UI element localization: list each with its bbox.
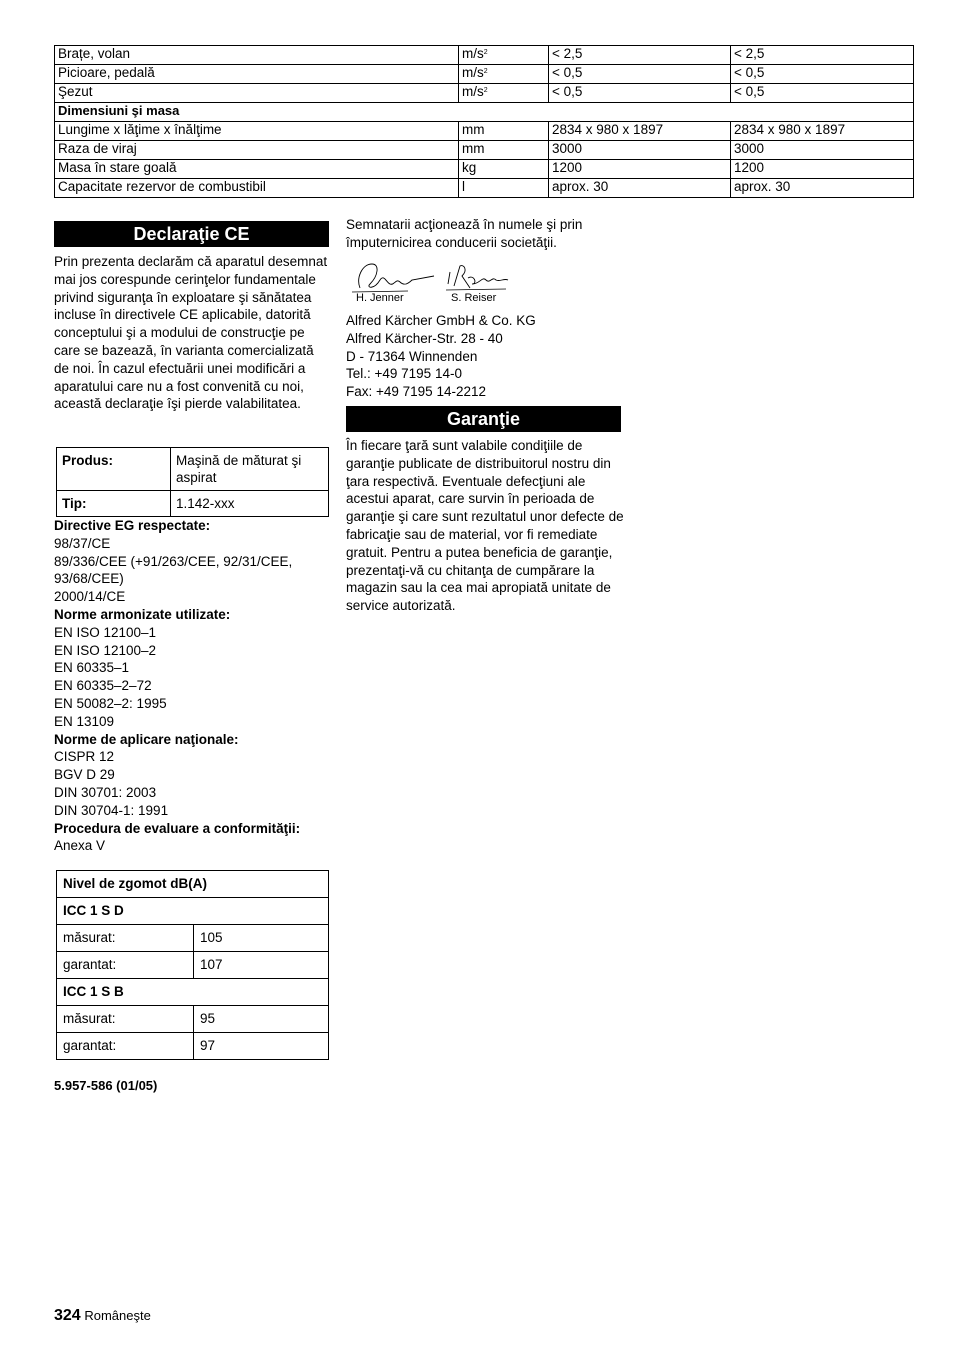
- specifications-table: [54, 45, 914, 198]
- table-row: garantat: 107: [57, 952, 329, 979]
- list-item: DIN 30701: 2003: [54, 784, 157, 800]
- list-item: CISPR 12: [54, 749, 115, 765]
- list-item: BGV D 29: [54, 767, 115, 783]
- list-item: 89/336/CEE (+91/263/CEE, 92/31/CEE,: [54, 553, 293, 569]
- signature-image: [444, 262, 514, 294]
- footer-language: Româneşte: [84, 1308, 151, 1323]
- norms-title: Norme armonizate utilizate:: [54, 606, 231, 622]
- table-row: garantat: 97: [57, 1033, 329, 1060]
- table-row: Picioare, pedală $m/s^2$ < 0,5 < 0,5: [55, 65, 914, 84]
- declaration-text: Prin prezenta declarăm că aparatul desemnat mai jos corespunde cerinţelor fundamentale privind siguranţa în exploatare şi sănătatea incluse în directivele CE aplicabile, datorită conceptului şi a modului de construcţie pe care se bazează, în varianta comercializată de noi. În cazul efectuării unei modificări a aparatului care nu a fost convenită cu noi, această declaraţie îşi pierde valabilitatea.: [54, 254, 328, 412]
- table-row: [57, 979, 329, 1006]
- table-row: Şezut $m/s^2$ < 0,5 < 0,5: [55, 84, 914, 103]
- company-address: [346, 312, 626, 401]
- table-row: Raza de viraj mm 3000 3000: [55, 141, 914, 160]
- address-line: Fax: +49 7195 14-2212: [346, 384, 486, 400]
- product-table: [56, 447, 329, 517]
- directives-title: Directive EG respectate:: [54, 518, 211, 533]
- procedure-title: Procedura de evaluare a conformităţii:: [54, 820, 301, 836]
- signatory-name-1: H. Jenner: [356, 292, 404, 304]
- table-row: [57, 871, 329, 898]
- table-row: [57, 491, 329, 517]
- noise-level-table: [56, 870, 329, 1060]
- signatories-text: Semnatarii acţionează în numele şi prin împuternicirea conducerii societăţii.: [346, 217, 583, 250]
- table-row: Masa în stare goală kg 1200 1200: [55, 160, 914, 179]
- table-row: măsurat: 105: [57, 925, 329, 952]
- noise-table-title: Nivel de zgomot dB(A): [57, 871, 329, 898]
- product-value: Maşină de măturat şi aspirat: [171, 448, 329, 491]
- product-label: Produs:: [57, 448, 171, 491]
- procedure-value: Anexa V: [54, 838, 106, 854]
- model-name: ICC 1 S D: [57, 898, 329, 925]
- page-footer: [54, 1307, 151, 1325]
- section-title: Dimensiuni şi masa: [55, 103, 914, 122]
- list-item: EN 13109: [54, 713, 115, 729]
- model-name: ICC 1 S B: [57, 979, 329, 1006]
- address-line: Alfred Kärcher GmbH & Co. KG: [346, 313, 536, 328]
- signature-reiser: [444, 262, 514, 294]
- address-line: D - 71364 Winnenden: [346, 348, 478, 364]
- table-row: Capacitate rezervor de combustibil l aprox. 30 aprox. 30: [55, 179, 914, 198]
- table-row: Lungime x lăţime x înălţime mm 2834 x 980 x 1897 2834 x 980 x 1897: [55, 122, 914, 141]
- warranty-heading: Garanţie: [346, 406, 621, 432]
- national-norms-title: Norme de aplicare naţionale:: [54, 731, 239, 747]
- table-row: Brațe, volan $m/s^2$ < 2,5 < 2,5: [55, 46, 914, 65]
- table-row: [57, 448, 329, 491]
- standards-list: [54, 517, 334, 855]
- signatory-name-2: S. Reiser: [451, 292, 497, 304]
- list-item: EN 60335–1: [54, 660, 130, 676]
- table-row: măsurat: 95: [57, 1006, 329, 1033]
- table-section-row: [55, 103, 914, 122]
- list-item: 93/68/CEE): [54, 571, 124, 587]
- type-value: 1.142-xxx: [171, 491, 329, 517]
- declaration-heading: Declaraţie CE: [54, 221, 329, 247]
- type-label: Tip:: [57, 491, 171, 517]
- document-number: 5.957-586 (01/05): [54, 1078, 158, 1093]
- warranty-text: În fiecare ţară sunt valabile condiţiile de garanţie publicate de distribuitorul nostru din ţara respectivă. Eventuale defecţiuni ale acestui aparat, care survin în perioada de garanţie şi care sunt rezultatul unor defecte de fabricaţie sau de material, vor fi remediate gratuit. Pentru a putea beneficia de garanţie, prezentaţi-vă cu chitanţa de cumpărare la magazin sau la cea mai apropiată unitate de service autorizată.: [346, 438, 624, 614]
- list-item: 2000/14/CE: [54, 589, 126, 605]
- list-item: EN ISO 12100–2: [54, 642, 157, 658]
- list-item: EN 50082–2: 1995: [54, 695, 167, 711]
- address-line: Alfred Kärcher-Str. 28 - 40: [346, 330, 503, 346]
- page-number: 324: [54, 1307, 81, 1324]
- list-item: EN 60335–2–72: [54, 678, 152, 694]
- address-line: Tel.: +49 7195 14-0: [346, 366, 462, 382]
- list-item: EN ISO 12100–1: [54, 624, 157, 640]
- table-row: [57, 898, 329, 925]
- list-item: DIN 30704-1: 1991: [54, 802, 169, 818]
- list-item: 98/37/CE: [54, 535, 111, 551]
